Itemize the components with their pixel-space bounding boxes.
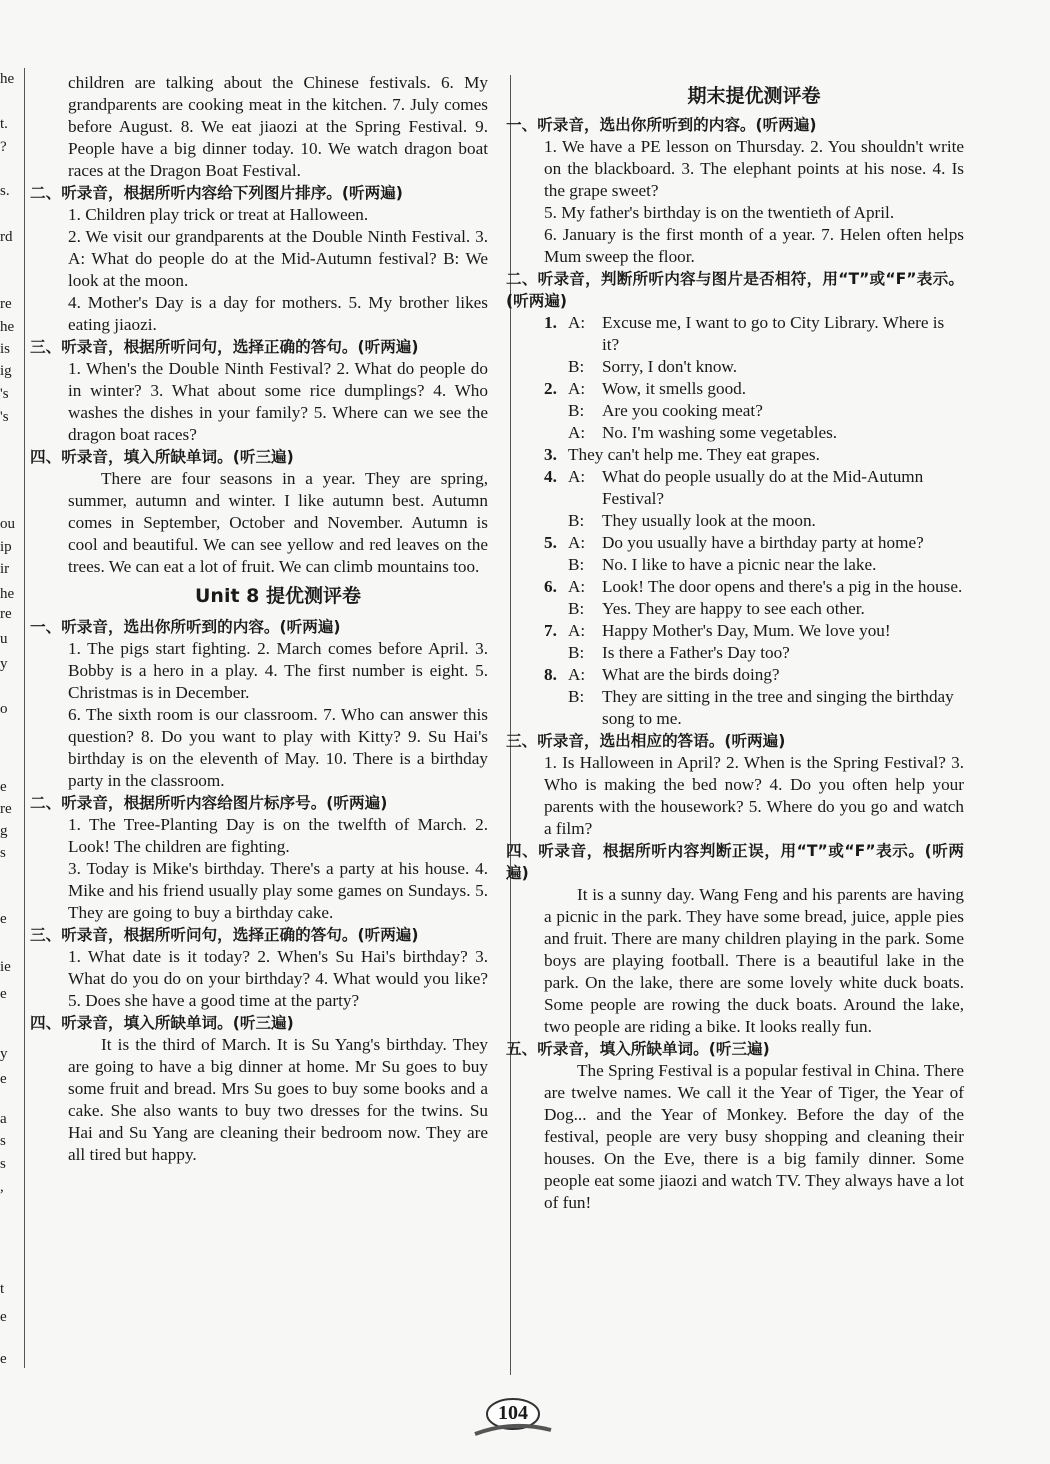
edge-fragment: , xyxy=(0,1179,4,1195)
dialogue-text: Sorry, I don't know. xyxy=(602,357,738,376)
dialogue-line xyxy=(544,444,964,466)
edge-fragment: t. xyxy=(0,116,8,132)
dialogue-text: Yes. They are happy to see each other. xyxy=(602,599,865,618)
edge-fragment: re xyxy=(0,606,12,622)
u4-paragraph: It is the third of March. It is Su Yang's birthday. They are going to have a big dinner at home. Mr Su goes to buy some fruit and bread. Mrs Su goes to buy some books and a cake. She also wants to buy two dresses for the twins. Su Hai and Su Yang are cleaning their bedroom now. They are all tired but happy. xyxy=(68,1035,488,1164)
dialogue-line xyxy=(544,510,964,532)
intro-paragraph: children are talking about the Chinese festivals. 6. My grandparents are cooking meat in the kitchen. 7. July comes before August. 8. We eat jiaozi at the Spring Festival. 9. People have a big dinner today. 10. We watch dragon boat races at the Dragon Boat Festival. xyxy=(68,73,488,180)
item-number: 3. xyxy=(544,445,557,464)
edge-fragment: o xyxy=(0,701,8,717)
s4-paragraph: There are four seasons in a year. They are spring, summer, autumn and winter. I like autumn best. Autumn comes in September, October and November. Autumn is cool and beautiful. We can see yellow and red leaves on the trees. We can eat a lot of fruit. We can climb mountains too. xyxy=(68,469,488,576)
edge-fragment: e xyxy=(0,1071,7,1087)
page-number-badge xyxy=(473,1390,553,1440)
left-margin-rule xyxy=(24,68,25,1368)
edge-fragment: u xyxy=(0,631,8,647)
speaker-label: B: xyxy=(568,643,585,662)
u3-paragraph: 1. What date is it today? 2. When's Su Hai's birthday? 3. What do you do on your birthday? 4. What would you like? 5. Does she have a good time at the party? xyxy=(68,947,488,1010)
dialogue-text: They are sitting in the tree and singing the birthday song to me. xyxy=(602,687,954,728)
speaker-label: A: xyxy=(568,621,586,640)
speaker-label: A: xyxy=(568,665,586,684)
dialogue-line xyxy=(544,664,964,686)
r3-paragraph: 1. Is Halloween in April? 2. When is the Spring Festival? 3. Who is making the bed now? 4. Do you often help your parents with the housework? 5. Where do you go and watch a film? xyxy=(544,753,964,838)
edge-fragment: ie xyxy=(0,959,11,975)
dialogue-text: What do people usually do at the Mid-Autumn Festival? xyxy=(602,467,924,508)
speaker-label: A: xyxy=(568,577,586,596)
page-number: 104 xyxy=(498,1402,528,1424)
edge-fragment: he xyxy=(0,586,15,602)
speaker-label: B: xyxy=(568,687,585,706)
edge-fragment: y xyxy=(0,1046,8,1062)
dialogue-line xyxy=(544,532,964,554)
dialogue-line xyxy=(544,312,964,356)
r1-line-3: 6. January is the first month of a year. 7. Helen often helps Mum sweep the floor. xyxy=(544,225,964,266)
edge-fragment: s xyxy=(0,1133,6,1149)
edge-fragment: ? xyxy=(0,139,7,155)
speaker-label: B: xyxy=(568,555,585,574)
dialogue-line xyxy=(544,466,964,510)
dialogue-text: Wow, it smells good. xyxy=(602,379,747,398)
edge-fragment: 's xyxy=(0,409,9,425)
edge-fragment: ig xyxy=(0,363,12,379)
edge-fragment: y xyxy=(0,656,8,672)
s3-paragraph: 1. When's the Double Ninth Festival? 2. What do people do in winter? 3. What about some rice dumplings? 4. Who washes the dishes in your family? 5. Where can we see the dragon boat races? xyxy=(68,359,488,444)
unit-section-3-heading: 三、听录音，根据所听问句，选择正确的答句。(听两遍) xyxy=(30,926,419,944)
dialogue-text: Excuse me, I want to go to City Library. Where is it? xyxy=(602,313,945,354)
speaker-label: A: xyxy=(568,423,586,442)
r5-paragraph: The Spring Festival is a popular festival in China. There are twelve names. We call it the Year of Tiger, the Year of Dog... and the Year of Monkey. Before the day of the festival, people are very busy shopping and cleaning their houses. On the Eve, there is a big family dinner. Some people eat some jiaozi and watch TV. They always have a lot of fun! xyxy=(544,1061,964,1212)
speaker-label: A: xyxy=(568,313,586,332)
dialogue-line xyxy=(544,686,964,730)
edge-fragment: is xyxy=(0,341,11,357)
edge-fragment: e xyxy=(0,1309,7,1325)
item-number: 2. xyxy=(544,379,557,398)
dialogue-text: They usually look at the moon. xyxy=(602,511,816,530)
u1-line-1: 1. The pigs start fighting. 2. March comes before April. 3. Bobby is a hero in a play. 4. The first number is eight. 5. Christmas is in December. xyxy=(68,639,488,702)
unit-8-title: Unit 8 提优测评卷 xyxy=(195,585,361,607)
r1-line-1: 1. We have a PE lesson on Thursday. 2. You shouldn't write on the blackboard. 3. The elephant points at his nose. 4. Is the grape sweet? xyxy=(544,137,964,200)
speaker-label: B: xyxy=(568,401,585,420)
final-exam-title: 期末提优测评卷 xyxy=(687,85,821,107)
edge-fragment: re xyxy=(0,801,12,817)
speaker-label: B: xyxy=(568,511,585,530)
dialogue-list xyxy=(544,312,964,730)
dialogue-line xyxy=(544,620,964,642)
u2-line-2: 3. Today is Mike's birthday. There's a party at his house. 4. Mike and his friend usually play some games on Sundays. 5. They are going to buy a birthday cake. xyxy=(68,859,488,922)
dialogue-line xyxy=(544,642,964,664)
item-number: 4. xyxy=(544,467,557,486)
dialogue-text: Do you usually have a birthday party at home? xyxy=(602,533,924,552)
dialogue-text: They can't help me. They eat grapes. xyxy=(568,445,820,464)
item-number: 6. xyxy=(544,577,557,596)
u2-line-1: 1. The Tree-Planting Day is on the twelfth of March. 2. Look! The children are fighting. xyxy=(68,815,488,856)
dialogue-text: No. I like to have a picnic near the lake. xyxy=(602,555,877,574)
unit-section-1-heading: 一、听录音，选出你所听到的内容。(听两遍) xyxy=(30,618,341,636)
edge-fragment: e xyxy=(0,986,7,1002)
dialogue-line xyxy=(544,576,964,598)
s2-line-3: 4. Mother's Day is a day for mothers. 5. My brother likes eating jiaozi. xyxy=(68,293,488,334)
dialogue-line xyxy=(544,356,964,378)
edge-fragment: rd xyxy=(0,229,13,245)
item-number: 1. xyxy=(544,313,557,332)
right-column xyxy=(506,84,964,1214)
dialogue-line xyxy=(544,422,964,444)
r1-line-2: 5. My father's birthday is on the twentieth of April. xyxy=(544,203,895,222)
edge-fragment: a xyxy=(0,1111,7,1127)
left-column xyxy=(30,72,488,1166)
final-section-5-heading: 五、听录音，填入所缺单词。(听三遍) xyxy=(506,1040,770,1058)
dialogue-text: No. I'm washing some vegetables. xyxy=(602,423,838,442)
edge-fragment: g xyxy=(0,823,8,839)
u1-line-2: 6. The sixth room is our classroom. 7. Who can answer this question? 8. Do you want to play with Kitty? 9. Su Hai's birthday is on the eleventh of May. 10. There is a birthday party in the classroom. xyxy=(68,705,488,790)
final-section-3-heading: 三、听录音，选出相应的答语。(听两遍) xyxy=(506,732,786,750)
edge-fragment: ou xyxy=(0,516,15,532)
edge-fragment: s xyxy=(0,845,6,861)
dialogue-line xyxy=(544,598,964,620)
final-section-2-heading: 二、听录音，判断所听内容与图片是否相符，用“T”或“F”表示。(听两遍) xyxy=(506,270,964,310)
speaker-label: A: xyxy=(568,379,586,398)
dialogue-line xyxy=(544,554,964,576)
section-3-heading: 三、听录音，根据所听问句，选择正确的答句。(听两遍) xyxy=(30,338,419,356)
item-number: 5. xyxy=(544,533,557,552)
edge-fragment: 's xyxy=(0,386,9,402)
dialogue-text: Look! The door opens and there's a pig in the house. xyxy=(602,577,963,596)
s2-line-1: 1. Children play trick or treat at Halloween. xyxy=(68,205,369,224)
edge-fragment: e xyxy=(0,779,7,795)
edge-fragment: t xyxy=(0,1281,5,1297)
s2-line-2: 2. We visit our grandparents at the Double Ninth Festival. 3. A: What do people do at the Mid-Autumn festival? B: We look at the moon. xyxy=(68,227,488,290)
edge-fragment: e xyxy=(0,1351,7,1367)
section-4-heading: 四、听录音，填入所缺单词。(听三遍) xyxy=(30,448,294,466)
dialogue-text: What are the birds doing? xyxy=(602,665,780,684)
dialogue-text: Is there a Father's Day too? xyxy=(602,643,790,662)
edge-fragment: he xyxy=(0,319,15,335)
item-number: 8. xyxy=(544,665,557,684)
dialogue-line xyxy=(544,400,964,422)
speaker-label: B: xyxy=(568,599,585,618)
dialogue-text: Happy Mother's Day, Mum. We love you! xyxy=(602,621,891,640)
dialogue-text: Are you cooking meat? xyxy=(602,401,763,420)
final-section-1-heading: 一、听录音，选出你所听到的内容。(听两遍) xyxy=(506,116,817,134)
adjacent-page-edge xyxy=(0,60,20,1390)
final-section-4-heading: 四、听录音，根据所听内容判断正误，用“T”或“F”表示。(听两遍) xyxy=(506,842,964,882)
section-2-heading: 二、听录音，根据所听内容给下列图片排序。(听两遍) xyxy=(30,184,403,202)
edge-fragment: s. xyxy=(0,183,10,199)
unit-section-2-heading: 二、听录音，根据所听内容给图片标序号。(听两遍) xyxy=(30,794,388,812)
edge-fragment: re xyxy=(0,296,12,312)
dialogue-line xyxy=(544,378,964,400)
edge-fragment: s xyxy=(0,1156,6,1172)
speaker-label: A: xyxy=(568,533,586,552)
item-number: 7. xyxy=(544,621,557,640)
edge-fragment: e xyxy=(0,911,7,927)
edge-fragment: he xyxy=(0,71,15,87)
speaker-label: A: xyxy=(568,467,586,486)
edge-fragment: ir xyxy=(0,561,10,577)
r4-paragraph: It is a sunny day. Wang Feng and his parents are having a picnic in the park. They have some bread, juice, apple pies and fruit. There are many children playing in the park. Some boys are playing football. There is a beautiful lake in the park. On the lake, there are some lovely white duck boats. Some people are rowing the duck boats. Around the lake, two people are riding a bike. It looks really fun. xyxy=(544,885,964,1036)
unit-section-4-heading: 四、听录音，填入所缺单词。(听三遍) xyxy=(30,1014,294,1032)
edge-fragment: ip xyxy=(0,539,12,555)
speaker-label: B: xyxy=(568,357,585,376)
